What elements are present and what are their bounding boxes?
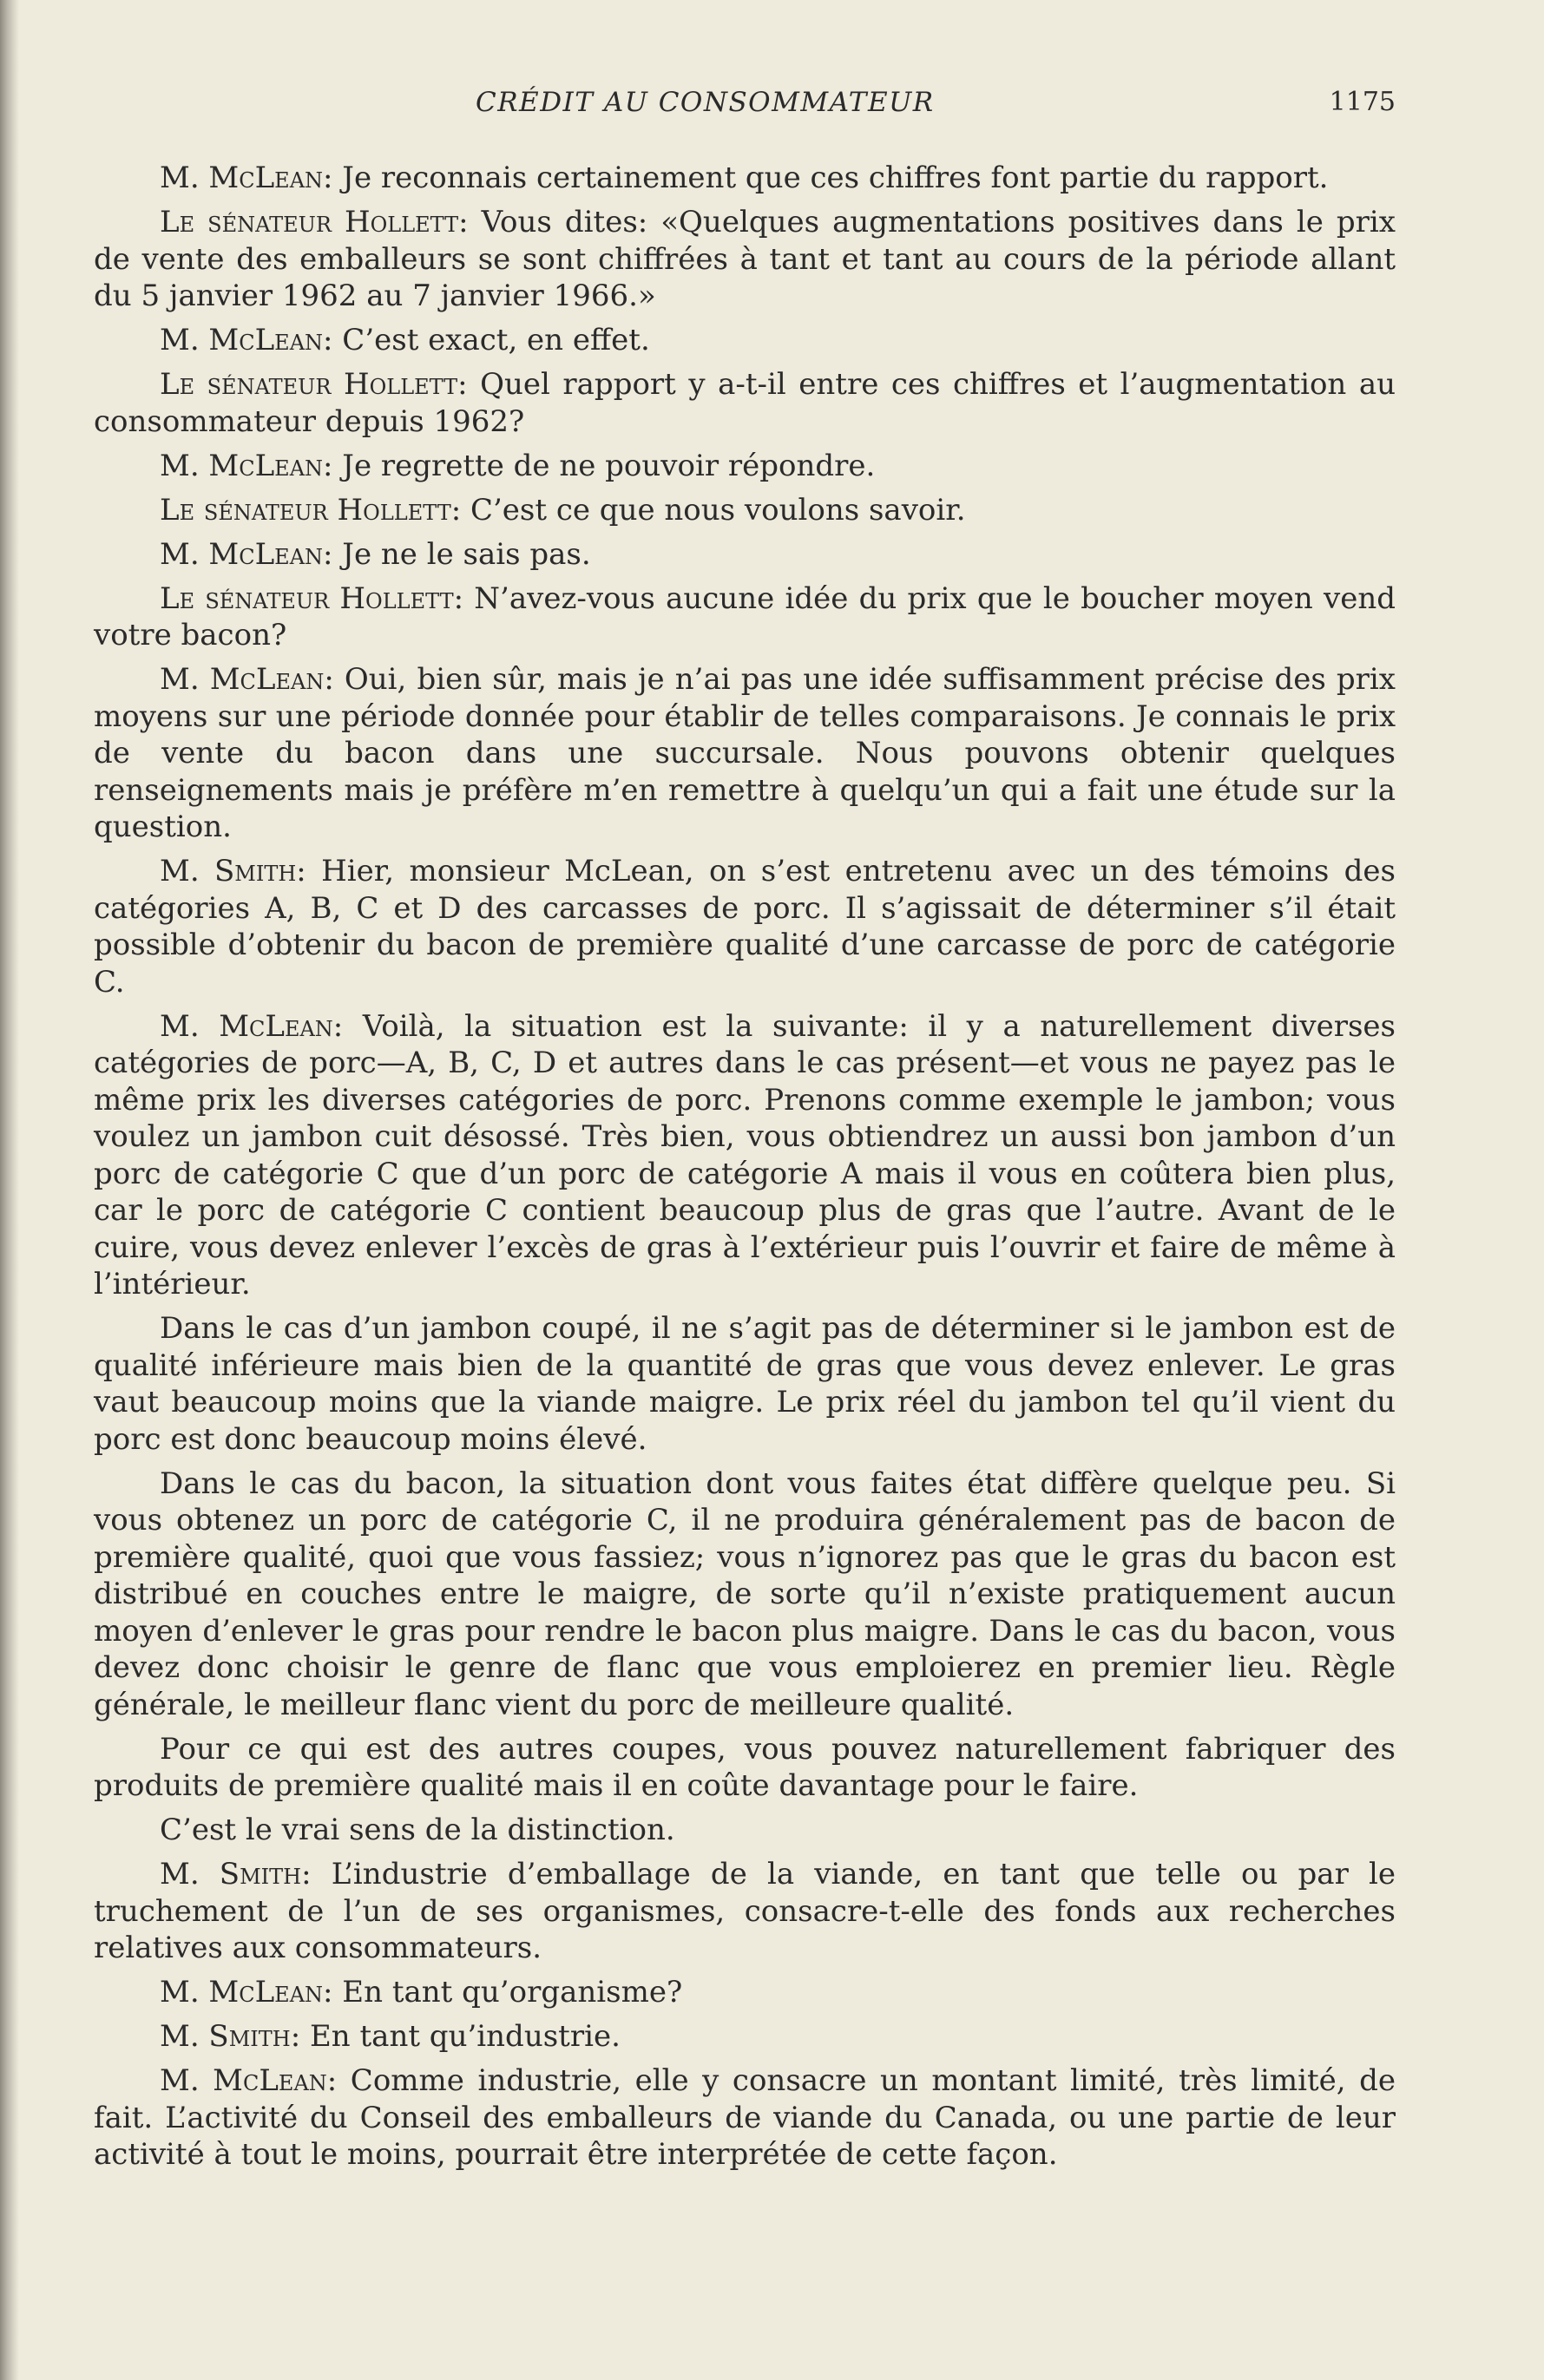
- paragraph: [94, 1731, 1396, 1805]
- paragraph: [94, 1310, 1396, 1458]
- speaker-name: M. Smith: [160, 1857, 302, 1892]
- paragraph: [94, 492, 1396, 529]
- book-spine-shadow: [0, 0, 19, 2380]
- paragraph-text: : L’industrie d’emballage de la viande, en tant que telle ou par le truchement de l’un de ses organismes, consacre-t-elle des fonds aux recherches relatives aux consommateurs.: [94, 1857, 1396, 1965]
- speaker-name: Le sénateur Hollett: [160, 205, 459, 239]
- paragraph-text: Pour ce qui est des autres coupes, vous pouvez naturellement fabriquer des produits de première qualité mais il en coûte davantage pour le faire.: [94, 1731, 1396, 1803]
- paragraph: [94, 580, 1396, 654]
- paragraph-text: : Vous dites: «Quelques augmentations positives dans le prix de vente des emballeurs se sont chiffrées à tant et tant au cours de la période allant du 5 janvier 1962 au 7 janvier 1966.»: [94, 205, 1396, 313]
- speaker-name: M. Smith: [160, 854, 297, 888]
- paragraph-text: : Oui, bien sûr, mais je n’ai pas une idée suffisamment précise des prix moyens sur une période donnée pour établir de telles comparaisons. Je connais le prix de vente du bacon dans une succursale. Nous pouvons obtenir quelques renseignements mais je préfère m’en remettre à quelqu’un qui a fait une étude sur la question.: [94, 662, 1396, 844]
- paragraph-text: : Je ne le sais pas.: [323, 536, 591, 572]
- paragraph: [94, 204, 1396, 315]
- paragraph: [94, 1812, 1396, 1849]
- paragraph: [94, 160, 1396, 197]
- speaker-name: M. McLean: [160, 1975, 324, 2010]
- paragraph: [94, 2062, 1396, 2173]
- speaker-name: Le sénateur Hollett: [160, 492, 451, 528]
- paragraph-text: Dans le cas du bacon, la situation dont vous faites état diffère quelque peu. Si vous obtenez un porc de catégorie C, il ne produira généralement pas de bacon de première qualité, quoi que vous fassiez; vous n’ignorez pas que le gras du bacon est distribué en couches entre le maigre, de sorte qu’il n’existe pratiquement aucun moyen d’enlever le gras pour rendre le bacon plus maigre. Dans le cas du bacon, vous devez donc choisir le genre de flanc que vous emploierez en premier lieu. Règle générale, le meilleur flanc vient du porc de meilleure qualité.: [94, 1465, 1396, 1722]
- paragraph: [94, 366, 1396, 440]
- paragraph: [94, 2018, 1396, 2055]
- paragraph-text: : N’avez-vous aucune idée du prix que le boucher moyen vend votre bacon?: [94, 580, 1396, 652]
- paragraph: [94, 1008, 1396, 1303]
- running-title: CRÉDIT AU CONSOMMATEUR: [476, 87, 935, 118]
- paragraph-text: : En tant qu’organisme?: [323, 1975, 683, 2010]
- speaker-name: M. McLean: [160, 161, 324, 195]
- paragraph-text: C’est le vrai sens de la distinction.: [160, 1813, 675, 1847]
- speaker-name: Le sénateur Hollett: [160, 367, 458, 402]
- paragraph-text: : Hier, monsieur McLean, on s’est entretenu avec un des témoins des catégories A, B, C et D des carcasses de porc. Il s’agissait de déterminer s’il était possible d’obtenir du bacon de première qualité d’une carcasse de porc de catégorie C.: [94, 854, 1396, 1000]
- paragraph-text: : Voilà, la situation est la suivante: il y a naturellement diverses catégories de porc—A, B, C, D et autres dans le cas présent—et vous ne payez pas le même prix les diverses catégories de porc. Prenons comme exemple le jambon; vous voulez un jambon cuit désossé. Très bien, vous obtiendrez un aussi bon jambon d’un porc de catégorie C que d’un porc de catégorie A mais il vous en coûtera bien plus, car le porc de catégorie C contient beaucoup plus de gras que l’autre. Avant de le cuire, vous devez enlever l’excès de gras à l’extérieur puis l’ouvrir et faire de même à l’intérieur.: [94, 1008, 1396, 1301]
- paragraph: [94, 322, 1396, 359]
- paragraph: [94, 448, 1396, 485]
- speaker-name: Le sénateur Hollett: [160, 580, 454, 616]
- speaker-name: M. Smith: [160, 2019, 291, 2054]
- paragraph-text: : Je regrette de ne pouvoir répondre.: [323, 448, 876, 483]
- paragraph-text: : En tant qu’industrie.: [290, 2019, 621, 2054]
- transcript-body: [94, 160, 1396, 2180]
- speaker-name: M. McLean: [160, 323, 324, 357]
- document-page: [94, 87, 1396, 2172]
- paragraph-text: : Quel rapport y a-t-il entre ces chiffres et l’augmentation au consommateur depuis 1962?: [94, 367, 1396, 439]
- speaker-name: M. McLean: [160, 448, 324, 483]
- paragraph: [94, 1465, 1396, 1724]
- paragraph: [94, 853, 1396, 1000]
- running-header: [94, 87, 1396, 139]
- speaker-name: M. McLean: [160, 662, 325, 697]
- paragraph-text: : Comme industrie, elle y consacre un montant limité, très limité, de fait. L’activité du Conseil des emballeurs de viande du Canada, ou une partie de leur activité à tout le moins, pourrait être interprétée de cette façon.: [94, 2063, 1396, 2172]
- paragraph-text: : C’est exact, en effet.: [323, 323, 650, 357]
- paragraph: [94, 661, 1396, 846]
- speaker-name: M. McLean: [160, 1008, 333, 1044]
- speaker-name: M. McLean: [160, 2063, 327, 2098]
- paragraph-text: : C’est ce que nous voulons savoir.: [450, 492, 966, 528]
- paragraph: [94, 1856, 1396, 1967]
- speaker-name: M. McLean: [160, 536, 324, 572]
- paragraph: [94, 1974, 1396, 2011]
- page-number: 1175: [1329, 87, 1396, 117]
- paragraph: [94, 536, 1396, 574]
- paragraph-text: : Je reconnais certainement que ces chiffres font partie du rapport.: [323, 161, 1329, 195]
- paragraph-text: Dans le cas d’un jambon coupé, il ne s’agit pas de déterminer si le jambon est de qualité inférieure mais bien de la quantité de gras que vous devez enlever. Le gras vaut beaucoup moins que la viande maigre. Le prix réel du jambon tel qu’il vient du porc est donc beaucoup moins élevé.: [94, 1311, 1396, 1457]
